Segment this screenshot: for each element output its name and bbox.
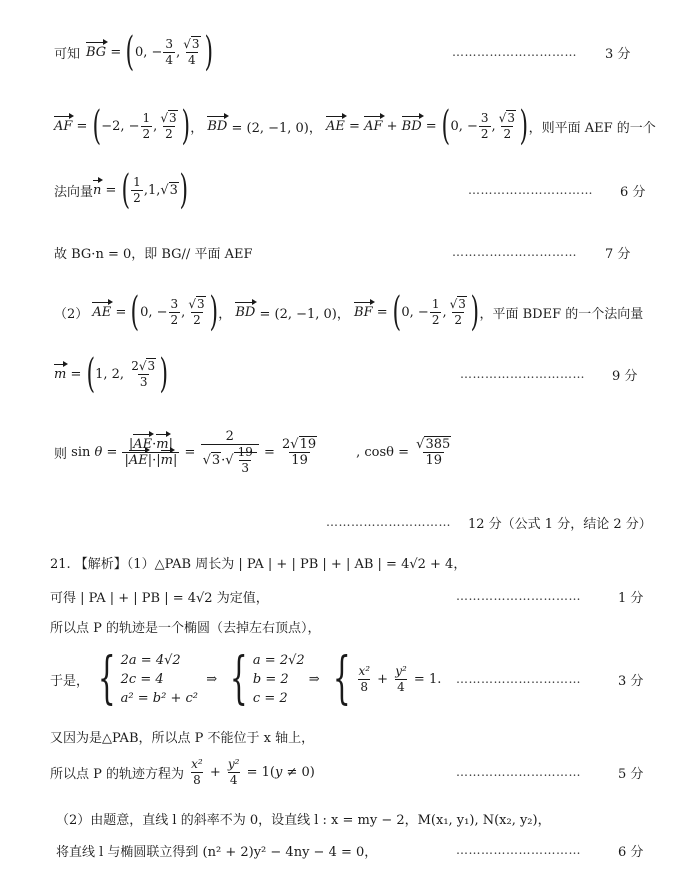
expr-not-on-x: 又因为是△PAB，所以点 P 不能位于 x 轴上，	[50, 730, 315, 746]
expr-q21: 21. 【解析】（1） △PAB 周长为 | PA | + | PB | + | AB | = 4√2 + 4，	[50, 553, 466, 572]
expr-n: 法向量 n = ( $\frac{1}{2}$ ,1,√ 3 )	[54, 167, 189, 213]
score: 12 分（公式 1 分，结论 2 分）	[468, 516, 652, 532]
line-q21	[0, 548, 692, 576]
expr-const: 可得 | PA | + | PB | = 4√2 为定值，	[50, 590, 269, 606]
expr-combine: 将直线 l 与椭圆联立得到 (n² + 2)y² − 4ny − 4 = 0，	[56, 844, 378, 860]
expr-trajectory: 所以点 P 的轨迹方程为 $\frac{\text{x²}}{8}$ + $\frac{\text{y²}}{4}$ = 1( y ≠ 0)	[50, 756, 315, 787]
score: 6 分	[620, 184, 646, 200]
dot-leader: …………………………	[456, 589, 581, 603]
dot-leader: …………………………	[456, 765, 581, 779]
score: 9 分	[612, 368, 638, 384]
expr-system: 于是， { 2a = 4√2 2c = 4 a² = b² + c² ⇒ { a = 2√2 b = 2 c = 2 ⇒ { $\frac{\text{x²}}{8}$ + $\frac{\text{y²}}{4}$ = 1.	[50, 646, 442, 711]
line-system	[0, 644, 692, 714]
expr-m: m = ( 1, 2, $\frac{2√3}{3}$ )	[54, 351, 169, 397]
expr-ellipse: 所以点 P 的轨迹是一个椭圆（去掉左右顶点），	[50, 620, 321, 636]
line-sin-cos	[0, 412, 692, 492]
expr-sin: 则 sin θ = $\frac{|AE\cdot m|}{|AE|\cdot|m|}$ = 2 √3·√ $\frac{19}{3}$ = $\frac{2√19}{19}$ , cosθ = $\frac{√385}{19}$	[54, 428, 451, 475]
line-bg	[0, 22, 692, 82]
expr-part2-21: （2）由题意，直线 l 的斜率不为 0，设直线 l : x = my − 2，M(x₁, y₁), N(x₂, y₂)，	[56, 812, 551, 828]
dot-leader: …………………………	[456, 672, 581, 686]
prefix: 于是，	[50, 673, 90, 689]
line-combine	[0, 836, 692, 864]
dot-leader: …………………………	[452, 45, 577, 59]
label: （2）	[54, 306, 89, 322]
suffix: ，则平面 AEF 的一个	[528, 120, 656, 136]
expr-vectors: AF = ( −2, − $\frac{1}{2}$ , $\frac{√3}{2}$ ) ， BD = (2, −1, 0)， AE = AF + BD = ( 0, − $\frac{3}{2}$ , $\frac{√3}{2}$ ) ，则平面 AEF 的一个	[54, 103, 656, 149]
prefix: 可知	[54, 46, 81, 62]
prefix: 法向量	[54, 184, 94, 200]
dot-leader: …………………………	[460, 367, 585, 381]
line-normal-n	[0, 160, 692, 220]
score: 6 分	[618, 844, 644, 860]
line-part2-21	[0, 804, 692, 832]
score: 3 分	[618, 673, 644, 689]
score: 3 分	[605, 46, 631, 62]
dot-leader: …………………………	[326, 515, 451, 529]
score: 5 分	[618, 766, 644, 782]
dot-leader: …………………………	[468, 183, 593, 197]
score: 1 分	[618, 590, 644, 606]
line-const	[0, 582, 692, 610]
line-part2	[0, 282, 692, 342]
expr-bg: 可知 BG = ( 0, − $\frac{3}{4}$ , $\frac{√3}{4}$ )	[54, 29, 213, 75]
expr-part2: （2） AE = ( 0, − $\frac{3}{2}$ , $\frac{√3}{2}$ ) ， BD = (2, −1, 0)， BF = ( 0, − $\frac{1}{2}$ , $\frac{√3}{2}$ ) ，平面 BDEF 的一个法向量	[54, 289, 644, 335]
line-normal-m	[0, 344, 692, 404]
line-af-bd-ae	[0, 96, 692, 156]
line-score-12	[0, 508, 692, 536]
cos-label: cosθ =	[364, 444, 410, 460]
expr-parallel: 故 BG·n = 0，即 BG// 平面 AEF	[54, 246, 253, 262]
line-trajectory	[0, 748, 692, 796]
line-parallel	[0, 238, 692, 266]
dot-leader: …………………………	[456, 843, 581, 857]
prefix: 则	[54, 446, 68, 462]
dot-leader: …………………………	[452, 245, 577, 259]
line-ellipse	[0, 612, 692, 640]
line-not-on-x	[0, 722, 692, 750]
label: 21. 【解析】（1）	[50, 556, 155, 572]
score: 7 分	[605, 246, 631, 262]
suffix: ，平面 BDEF 的一个法向量	[479, 306, 644, 322]
